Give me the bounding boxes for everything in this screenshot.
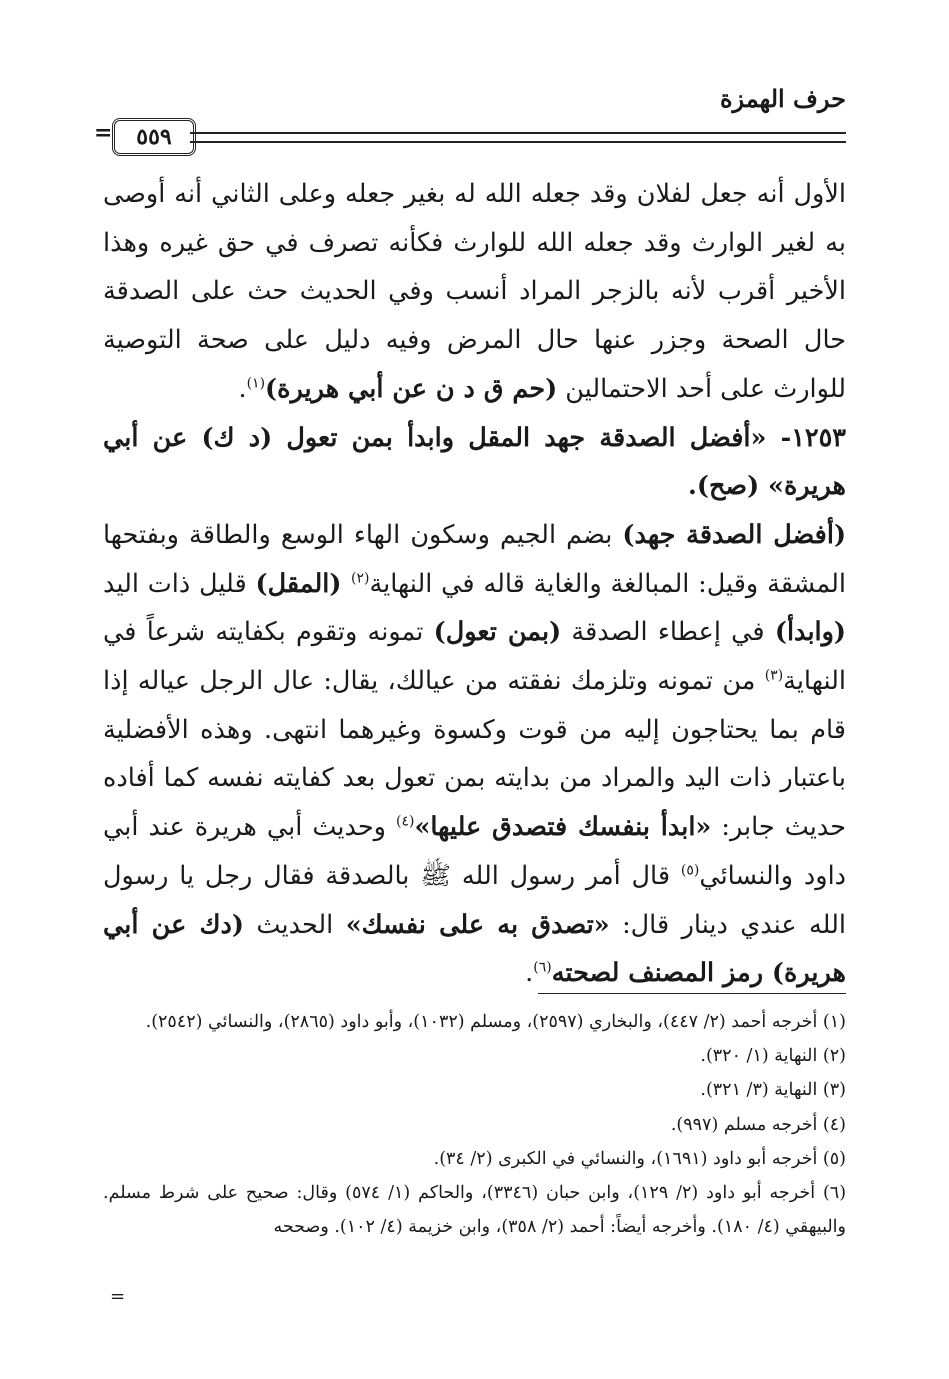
main-text — [103, 170, 846, 998]
hadith-number: ١٢٥٣- — [766, 422, 846, 453]
page-number: ٥٥٩ — [112, 118, 196, 156]
hadith-reference: (حم ق د ن عن أبي هريرة) — [265, 373, 558, 404]
footnote-3: (٣) النهاية (٣/ ٣٢١). — [700, 1080, 846, 1101]
hadith-text: «أفضل الصدقة جهد المقل وابدأ بمن تعول (د ك) عن أبي هريرة» (صح) — [103, 422, 846, 502]
footnote-2: (٢) النهاية (١/ ٣٢٠). — [700, 1046, 846, 1067]
footnote-marker: (١) — [246, 375, 266, 392]
footnote-1: (١) أخرجه أحمد (٢/ ٤٤٧)، والبخاري (٢٥٩٧)، ومسلم (١٠٣٢)، وأبو داود (٢٨٦٥)، والنسائي (٢٥٤٢). — [145, 1012, 846, 1032]
footnote-marker: (٢) — [351, 570, 370, 587]
hadith-heading: ١٢٥٣- «أفضل الصدقة جهد المقل وابدأ بمن تعول (د ك) عن أبي هريرة» (صح). — [103, 422, 846, 502]
footnote-4: (٤) أخرجه مسلم (٩٩٧). — [670, 1114, 846, 1135]
running-title: حرف الهمزة — [719, 84, 846, 113]
footnote-continuation-marker: = — [110, 1286, 126, 1307]
commentary-paragraph: (أفضل الصدقة جهد) بضم الجيم وسكون الهاء الوسع والطاقة وبفتحها المشقة وقيل: المبالغة والغاية قاله في النهاية$^{(٢)}$ (المقل) قليل ذات اليد (وابدأ) في إعطاء الصدقة (بمن تعول) تمونه وتقوم بكفايته شرعاً في النهاية$^{(٣)}$ من تمونه وتلزمك نفقته من عيالك، يقال: عال الرجل عياله إذا قام بما يحتاجون إليه من قوت وكسوة وغيرهما انتهى. وهذه الأفضلية باعتبار ذات اليد والمراد من بدايته بمن تعول بعد كفايته نفسه كما أفاده حديث جابر: «ابدأ بنفسك فتصدق عليها»$^{(٤)}$ وحديث أبي هريرة عند أبي داود والنسائي$^{(٥)}$ قال أمر رسول الله ﷺ بالصدقة فقال رجل يا رسول الله عندي دينار قال: «تصدق به على نفسك» الحديث (دك عن أبي هريرة) رمز المصنف لصحته$^{(٦)}$. — [103, 519, 847, 989]
footnote-marker: (٦) — [533, 959, 552, 976]
paragraph-continuation: الأول أنه جعل لفلان وقد جعله الله له بغير جعله وعلى الثاني أنه أوصى به لغير الوارث وقد جعله الله للوارث فكأنه تصرف في حق غيره وهذا الأخير أقرب لأنه بالزجر المراد أنسب وفي الحديث حث على الصدقة حال الصحة وجزر عنها حال المرض وفيه دليل على صحة التوصية للوارث على أحد الاحتمالين (حم ق د ن عن أبي هريرة)$^{(١)}$. — [103, 179, 846, 404]
footnote-marker: (٥) — [680, 862, 700, 879]
header-rule — [190, 132, 846, 143]
page-number-marker: = — [94, 120, 113, 146]
footnote-6: (٦) أخرجه أبو داود (٢/ ١٢٩)، وابن حبان (٣٣٤٦)، والحاكم (١/ ٥٧٤) وقال: صحيح على شرط مسلم. والبيهقي (٤/ ١٨٠). وأخرجه أيضاً: أحمد (٢/ ٣٥٨)، وابن خزيمة (٤/ ١٠٢). وصححه — [103, 1183, 847, 1238]
footnote-5: (٥) أخرجه أبو داود (١٦٩١)، والنسائي في الكبرى (٢/ ٣٤). — [433, 1148, 846, 1169]
footnotes — [103, 1005, 846, 1244]
footnote-marker: (٣) — [764, 667, 784, 684]
footnote-marker: (٤) — [395, 813, 415, 830]
footnote-separator — [538, 993, 846, 994]
